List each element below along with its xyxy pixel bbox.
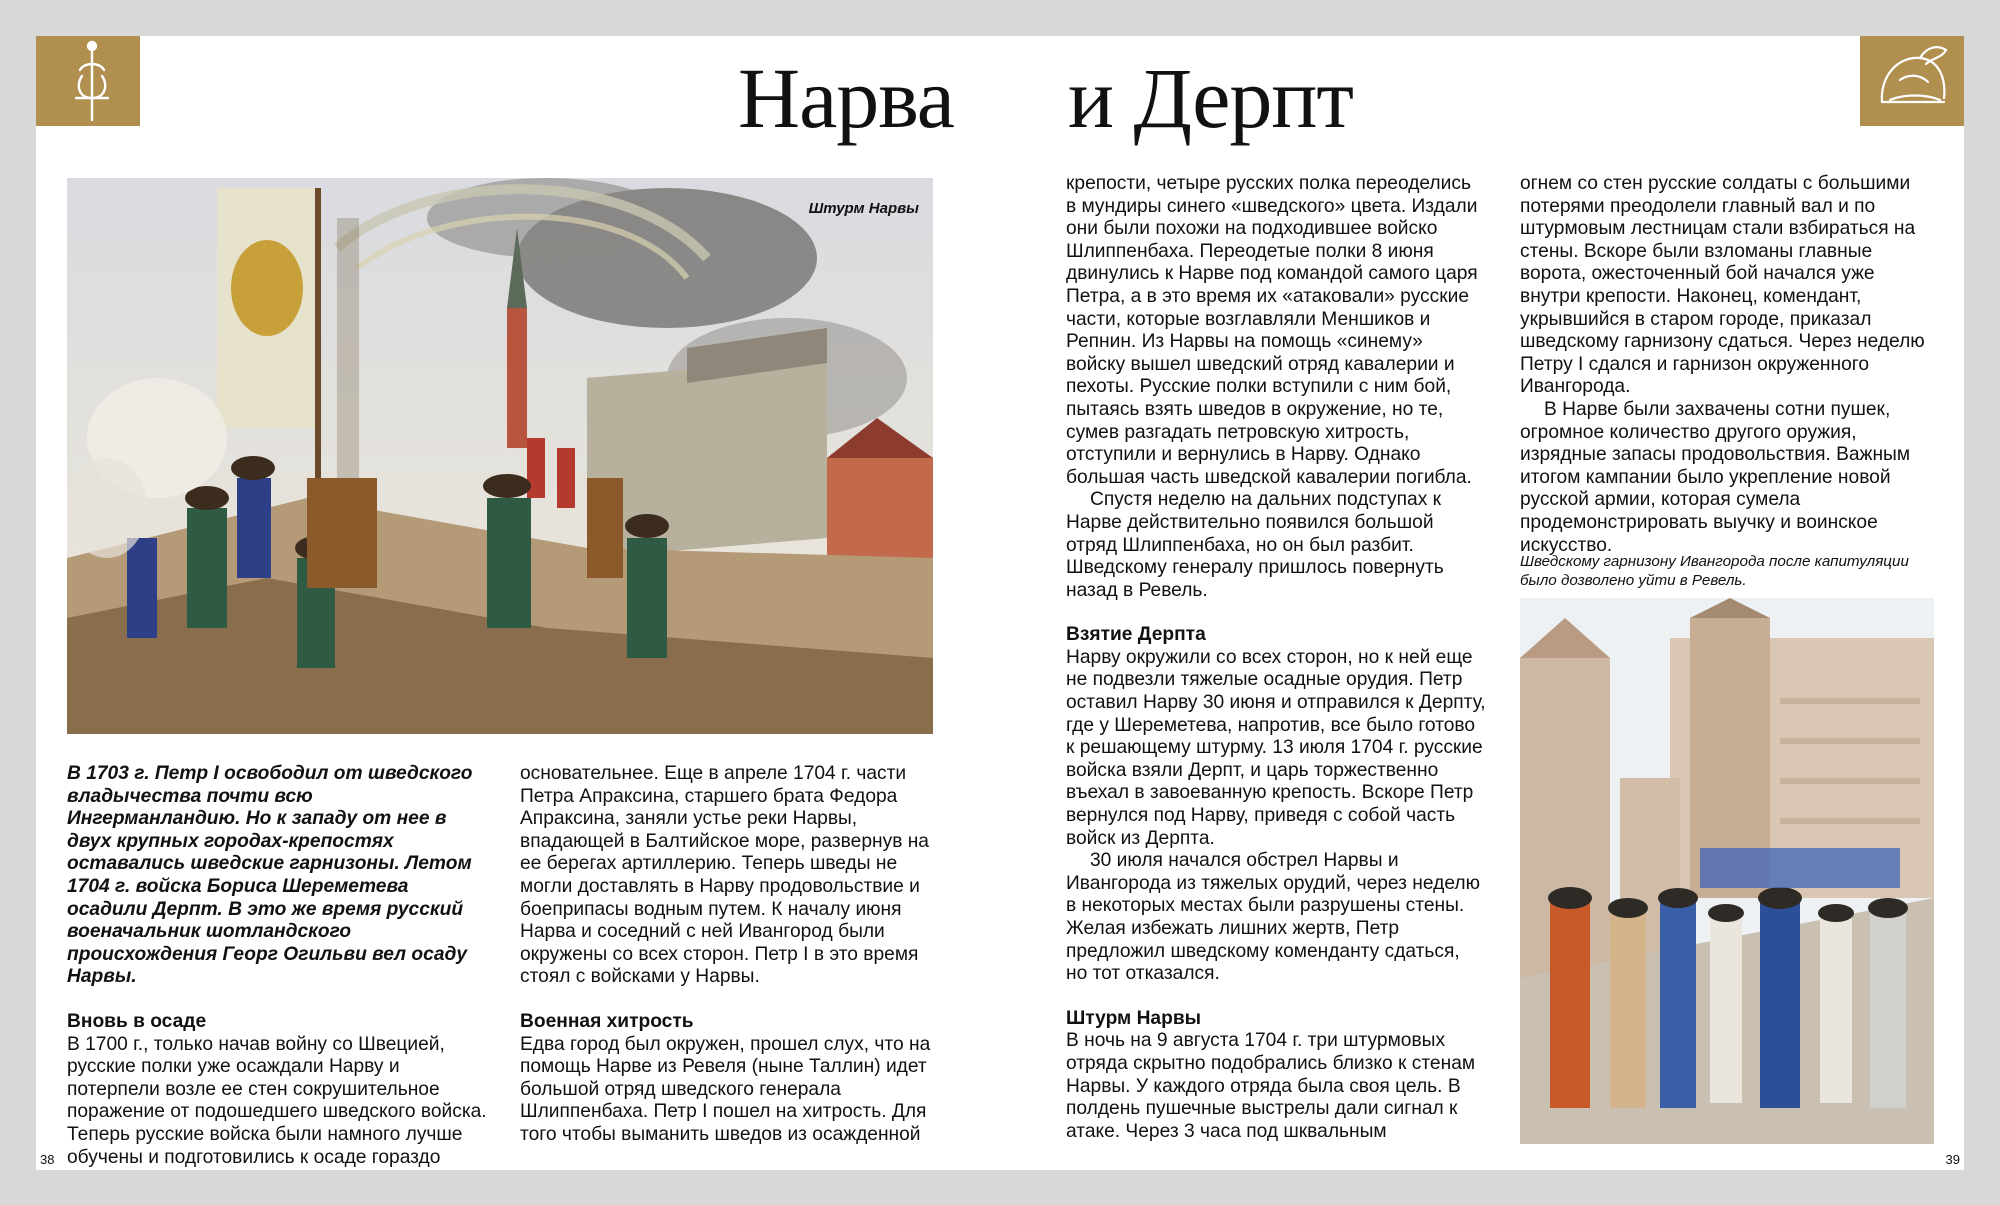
column-3 <box>1066 173 1486 1143</box>
title-part-1: Нарва <box>738 50 954 146</box>
spacer <box>1066 602 1486 624</box>
page-number-left: 38 <box>40 1152 55 1167</box>
ivangorod-illustration <box>1520 598 1934 1144</box>
column-2 <box>520 763 940 1147</box>
top-frame <box>0 0 2000 36</box>
bottom-frame <box>0 1170 2000 1205</box>
spacer <box>1066 986 1486 1008</box>
paragraph: В 1700 г., только начав войну со Швецией, русские полки уже осаждали Нарву и потерпели возле ее стен сокрушительное поражение от подошедшего шведского войска. Теперь русские войска были намного лучше обучены и подготовились к осаде гораздо <box>67 1033 487 1168</box>
section-heading-trick: Военная хитрость <box>520 1010 694 1032</box>
page-number-right: 39 <box>1945 1152 1960 1167</box>
title-part-2: и Дерпт <box>1068 50 1354 146</box>
paragraph: Едва город был окружен, прошел слух, что на помощь Нарве из Ревеля (ныне Таллин) идет большой отряд шведского генерала Шлиппенбаха. Петр I пошел на хитрость. Для того чтобы выманить шведов из осажденной <box>520 1033 931 1145</box>
paragraph: крепости, четыре русских полка переоделись в мундиры синего «шведского» цвета. Издали они были похожи на подходившее войско Шлиппенбаха. Переодетые полки 8 июня двинулись к Нарве под командой самого царя Петра, а в это время их «атаковали» русские части, которые возглавляли Меншиков и Репнин. Из Нарвы на помощь «синему» войску вышел шведский отряд кавалерии и пехоты. Русские полки вступили с ним бой, пытаясь взять шведов в окружение, но те, сумев разгадать петровскую хитрость, отступили и вернулись в Нарву. Однако большая часть шведской кавалерии погибла. <box>1066 173 1478 488</box>
right-frame <box>1964 0 2000 1205</box>
lead-paragraph: В 1703 г. Петр I освободил от шведского владычества почти всю Ингерманландию. Но к западу от нее в двух крупных городах-крепостях оставались шведские гарнизоны. Летом 1704 г. войска Бориса Шереметева осадили Дерпт. В это же время русский военачальник шотландского происхождения Георг Огильви вел осаду Нарвы. <box>67 763 473 988</box>
paragraph: 30 июля начался обстрел Нарвы и Ивангорода из тяжелых орудий, через неделю в некоторых местах были разрушены стены. Желая избежать лишних жертв, Петр предложил шведскому коменданту сдаться, но тот отказался. <box>1066 850 1480 985</box>
section-heading-storming: Штурм Нарвы <box>1066 1007 1201 1029</box>
left-frame <box>0 0 36 1205</box>
narva-illustration-label: Штурм Нарвы <box>808 200 919 217</box>
spacer <box>520 989 940 1011</box>
paragraph: В ночь на 9 августа 1704 г. три штурмовых отряда скрытно подобрались близко к стенам Нарвы. У каждого отряда была своя цель. В полдень пушечные выстрелы дали сигнал к атаке. Через 3 часа под шквальным <box>1066 1030 1476 1142</box>
section-heading-siege: Вновь в осаде <box>67 1010 207 1032</box>
sword-emblem-icon <box>36 36 140 126</box>
paragraph: основательнее. Еще в апреле 1704 г. части Петра Апраксина, старшего брата Федора Апраксина, заняли устье реки Нарвы, впадающей в Балтийское море, развернув на ее берегах артиллерию. Теперь шведы не могли доставлять в Нарву продовольствие и боеприпасы водным путем. К началу июня Нарва и соседний с ней Ивангород были окружены со всех сторон. Петр I в это время стоял с войсками у Нарвы. <box>520 763 929 988</box>
column-1 <box>67 763 487 1169</box>
spacer <box>67 989 487 1011</box>
narva-storming-illustration <box>67 178 933 734</box>
column-4 <box>1520 173 1940 557</box>
paragraph: В Нарве были захвачены сотни пушек, огромное количество другого оружия, изрядные запасы продовольствия. Важным итогом кампании было укрепление новой русской армии, которая сумела продемонстрировать выучку и воинское искусство. <box>1520 398 1911 556</box>
section-heading-dorpat: Взятие Дерпта <box>1066 624 1206 646</box>
paragraph: Спустя неделю на дальних подступах к Нарве действительно появился большой отряд Шлиппенбаха, но он был разбит. Шведскому генералу пришлось повернуть назад в Ревель. <box>1066 489 1444 601</box>
paragraph: огнем со стен русские солдаты с большими потерями преодолели главный вал и по штурмовым лестницам стали взбираться на стены. Вскоре были взломаны главные ворота, ожесточенный бой начался уже внутри крепости. Наконец, комендант, укрывшийся в старом городе, приказал шведскому гарнизону сдаться. Через неделю Петру I сдался и гарнизон окруженного Ивангорода. <box>1520 173 1925 398</box>
ivangorod-caption: Шведскому гарнизону Ивангорода после капитуляции было дозволено уйти в Ревель. <box>1520 553 1909 589</box>
helmet-emblem-icon <box>1860 36 1964 126</box>
paragraph: Нарву окружили со всех сторон, но к ней еще не подвезли тяжелые осадные орудия. Петр оставил Нарву 30 июня и отправился к Дерпту, где у Шереметева, напротив, все было готово к решающему штурму. 13 июля 1704 г. русские войска взяли Дерпт, и царь торжественно въехал в завоеванную крепость. Вскоре Петр вернулся под Нарву, приведя с собой часть войск из Дерпта. <box>1066 646 1486 849</box>
